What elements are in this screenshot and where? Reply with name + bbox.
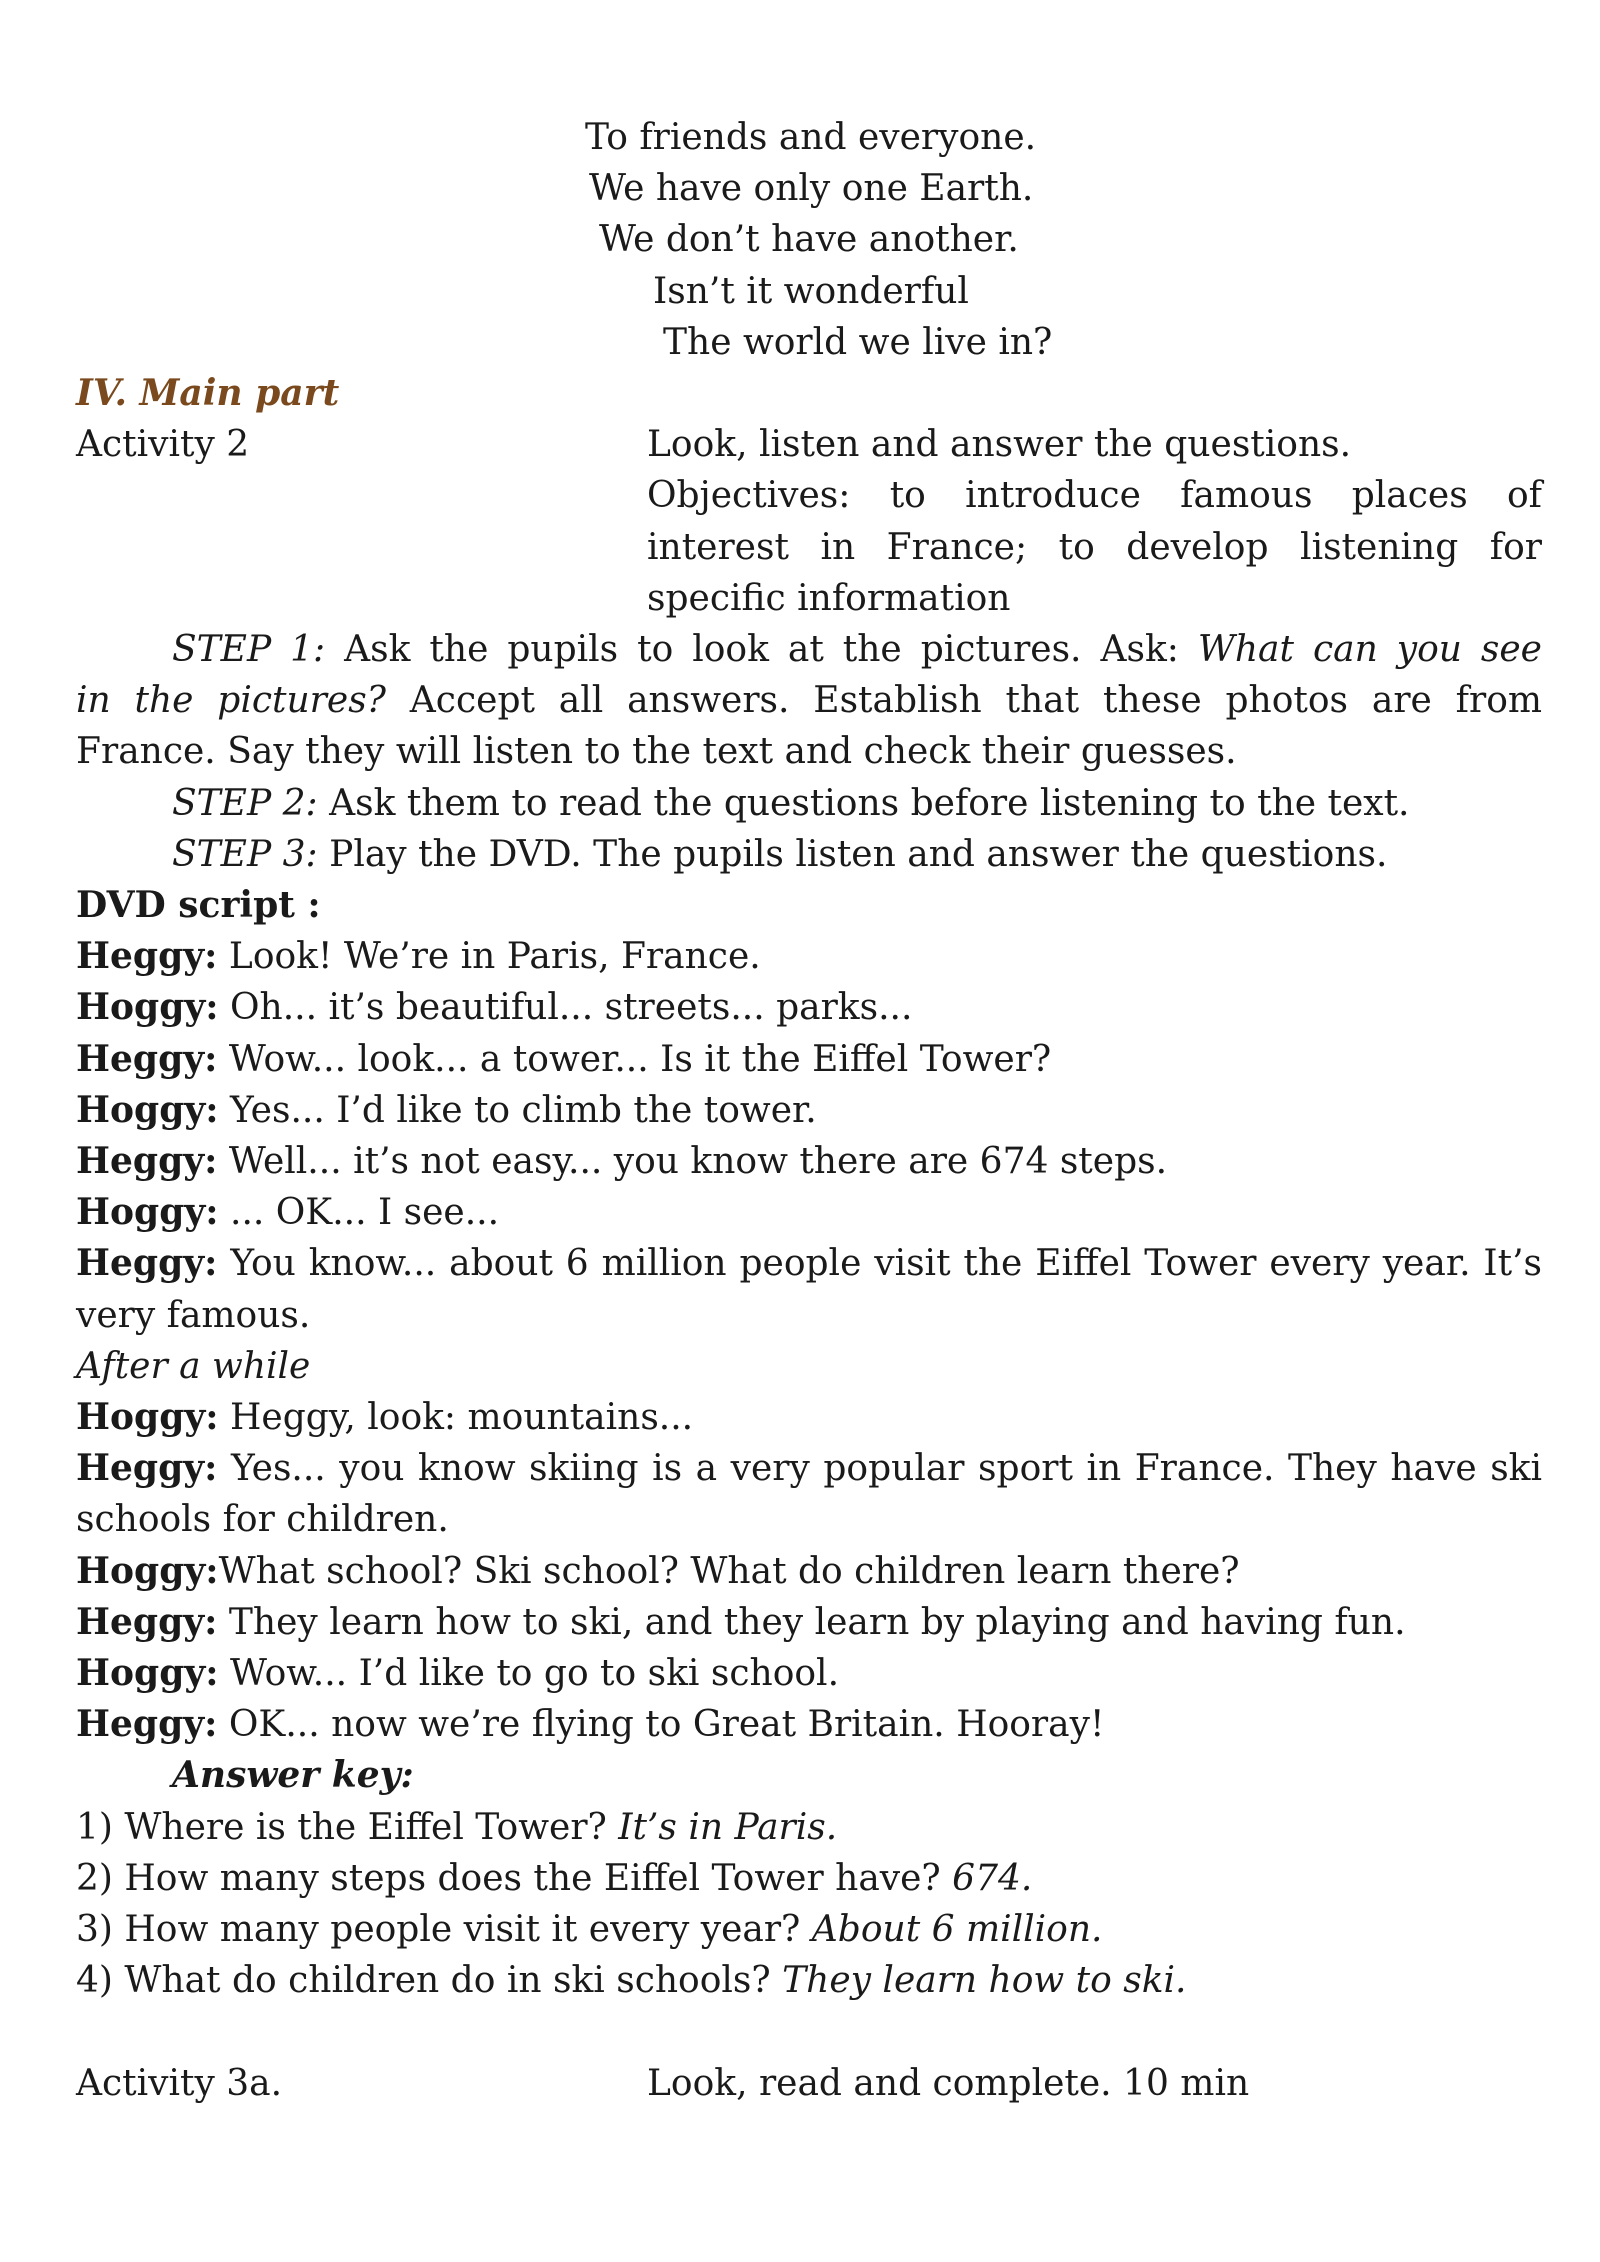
answer-item bbox=[76, 1802, 1542, 1853]
dialogue-line bbox=[76, 1136, 1542, 1187]
dialogue-line bbox=[76, 1085, 1542, 1136]
step-2-text: Ask them to read the questions before listening to the text. bbox=[317, 782, 1410, 824]
dialogue-line bbox=[76, 1546, 1542, 1597]
answer-question: 4) What do children do in ski schools? bbox=[76, 1960, 783, 2002]
poem-line: We don’t have another. bbox=[599, 219, 1019, 261]
poem-line: We have only one Earth. bbox=[589, 168, 1034, 210]
dialogue-line bbox=[76, 1648, 1542, 1699]
speaker-name: Heggy: bbox=[76, 1447, 218, 1490]
speaker-name: Heggy: bbox=[76, 935, 218, 978]
activity-3a-instruction: Look, read and complete. 10 min bbox=[647, 2062, 1250, 2104]
dialogue-text: Oh... it’s beautiful... streets... parks... bbox=[218, 987, 913, 1029]
dialogue-line bbox=[76, 1392, 1542, 1443]
answer-item bbox=[76, 1904, 1542, 1955]
document-page bbox=[76, 112, 1542, 2109]
dialogue-line bbox=[76, 1238, 1542, 1340]
dialogue-line bbox=[76, 1699, 1542, 1750]
section-heading: IV. Main part bbox=[76, 372, 340, 414]
poem-line: Isn’t it wonderful bbox=[653, 270, 969, 312]
answer-text: About 6 million. bbox=[811, 1908, 1103, 1950]
answer-text: It’s in Paris. bbox=[618, 1806, 838, 1848]
speaker-name: Hoggy: bbox=[76, 1395, 219, 1438]
speaker-name: Heggy: bbox=[76, 1600, 218, 1643]
dialogue-text: Look! We’re in Paris, France. bbox=[217, 936, 761, 978]
dialogue-line bbox=[76, 1597, 1542, 1648]
after-a-while-note: After a while bbox=[76, 1345, 311, 1387]
activity-2-description bbox=[647, 419, 1542, 624]
dialogue-text: Heggy, look: mountains... bbox=[218, 1396, 694, 1438]
dialogue-text: You know... about 6 million people visit the Eiffel Tower every year. It’s very famous. bbox=[76, 1243, 1542, 1336]
answer-question: 1) Where is the Eiffel Tower? bbox=[76, 1806, 619, 1848]
step-3-label: STEP 3: bbox=[172, 833, 318, 875]
dialogue-text: What school? Ski school? What do children learn there? bbox=[218, 1550, 1240, 1592]
step-1-text-b: Accept all answers. Establish that these photos are from France. Say they will listen to the text and check their guesses. bbox=[76, 680, 1542, 773]
step-1-continuation bbox=[76, 675, 1542, 777]
activity-2-objectives: Objectives: to introduce famous places of interest in France; to develop listening for specific information bbox=[647, 475, 1542, 619]
speaker-name: Heggy: bbox=[76, 1139, 218, 1182]
speaker-name: Heggy: bbox=[76, 1242, 218, 1285]
dialogue-line bbox=[76, 931, 1542, 982]
speaker-name: Hoggy: bbox=[76, 1651, 219, 1694]
dialogue-text: Yes... I’d like to climb the tower. bbox=[218, 1089, 817, 1131]
step-2-label: STEP 2: bbox=[172, 782, 318, 824]
blank-spacer bbox=[76, 2006, 1542, 2057]
step-3-text: Play the DVD. The pupils listen and answer the questions. bbox=[317, 833, 1388, 875]
answer-item bbox=[76, 1955, 1542, 2006]
answer-item bbox=[76, 1853, 1542, 1904]
dialogue-text: Yes... you know skiing is a very popular sport in France. They have ski schools for children. bbox=[76, 1448, 1542, 1541]
answer-key-title: Answer key: bbox=[172, 1754, 414, 1797]
dialogue-text: OK... now we’re flying to Great Britain. Hooray! bbox=[217, 1704, 1105, 1746]
dialogue-line bbox=[76, 1187, 1542, 1238]
activity-2-label: Activity 2 bbox=[76, 424, 250, 466]
dialogue-line bbox=[76, 1034, 1542, 1085]
poem-line: The world we live in? bbox=[663, 321, 1053, 363]
dialogue-text: ... OK... I see... bbox=[218, 1192, 500, 1234]
dialogue-text: Wow... I’d like to go to ski school. bbox=[218, 1652, 840, 1694]
speaker-name: Heggy: bbox=[76, 1037, 218, 1080]
activity-2-row bbox=[76, 419, 1542, 624]
step-2 bbox=[76, 778, 1542, 829]
step-1-text-a: Ask the pupils to look at the pictures. Ask: bbox=[325, 629, 1198, 670]
dvd-script-title: DVD script : bbox=[76, 883, 321, 926]
activity-3a-label: Activity 3a. bbox=[76, 2062, 283, 2104]
answer-question: 2) How many steps does the Eiffel Tower have? bbox=[76, 1857, 953, 1899]
step-1-question-b: in the pictures? bbox=[76, 680, 386, 722]
poem-line: To friends and everyone. bbox=[585, 117, 1037, 158]
speaker-name: Heggy: bbox=[76, 1703, 218, 1746]
speaker-name: Hoggy: bbox=[76, 1191, 219, 1234]
activity-3a-row bbox=[76, 2058, 1542, 2109]
dialogue-line bbox=[76, 982, 1542, 1033]
step-1-question-a: What can you see bbox=[1197, 629, 1542, 670]
answer-text: They learn how to ski. bbox=[782, 1960, 1187, 2002]
dialogue-text: Well... it’s not easy... you know there are 674 steps. bbox=[217, 1140, 1168, 1182]
speaker-name: Hoggy: bbox=[76, 986, 219, 1029]
dialogue-text: They learn how to ski, and they learn by playing and having fun. bbox=[217, 1601, 1406, 1643]
activity-2-instruction: Look, listen and answer the questions. bbox=[647, 424, 1352, 466]
step-1-label: STEP 1: bbox=[172, 629, 326, 670]
answer-question: 3) How many people visit it every year? bbox=[76, 1908, 812, 1950]
dialogue-text: Wow... look... a tower... Is it the Eiffel Tower? bbox=[217, 1038, 1052, 1080]
speaker-name: Hoggy: bbox=[76, 1549, 219, 1592]
answer-text: 674. bbox=[952, 1857, 1033, 1899]
dialogue-line bbox=[76, 1443, 1542, 1545]
step-1-first-line bbox=[76, 624, 1542, 675]
poem-block bbox=[76, 112, 1542, 368]
step-3 bbox=[76, 829, 1542, 880]
speaker-name: Hoggy: bbox=[76, 1088, 219, 1131]
